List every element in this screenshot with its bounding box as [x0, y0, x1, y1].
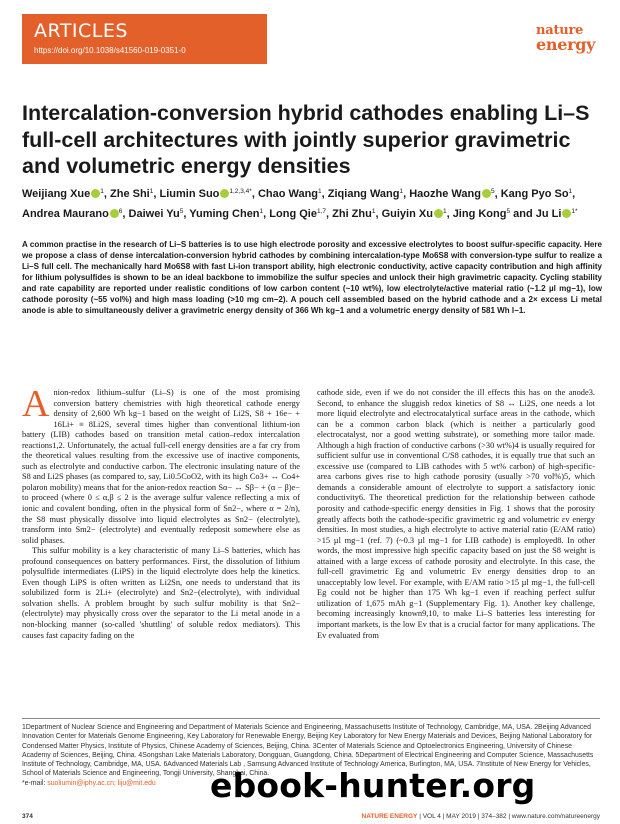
author-name: Guiyin Xu — [381, 208, 433, 220]
author-affiliation-sup: 1 — [318, 188, 322, 195]
author-affiliation-sup: 1,2,3,4* — [229, 188, 252, 195]
author-name: Ziqiang Wang — [327, 188, 400, 200]
author-name: Weijiang Xue — [22, 188, 91, 200]
author-affiliation-sup: 1 — [399, 188, 404, 195]
orcid-icon[interactable] — [91, 189, 100, 198]
drop-cap: A — [22, 383, 50, 425]
author-affiliation-sup: 1 — [442, 208, 447, 215]
author — [536, 208, 578, 220]
body-paragraph-1 — [22, 383, 300, 546]
footer-journal-name: NATURE ENERGY — [361, 813, 418, 820]
author — [129, 208, 184, 220]
author-name: Liumin Suo — [159, 188, 220, 200]
author — [332, 208, 375, 220]
author-name: Kang Pyo So — [500, 188, 569, 200]
corresponding-email-link[interactable]: suoliumin@iphy.ac.cn; liju@mit.edu — [47, 779, 156, 787]
section-label: ARTICLES — [34, 20, 128, 42]
body-column-left — [22, 383, 300, 641]
author-affiliation-sup: 1 — [371, 208, 376, 215]
doi-link[interactable]: https://doi.org/10.1038/s41560-019-0351-0 — [34, 46, 186, 55]
paragraph-text: nion-redox lithium–sulfur (Li–S) is one of the most promising conversion battery chemistries with high theoretical cathode energy density of 2,600 Wh kg−1 based on the weight of Li2S, S8 + 16e− + 16Li+ ≡ 8Li2S, several times higher than conventional lithium-ion battery (LIB) cathodes based on transition metal cation–redox intercalation reactions1,2. Unfortunately, the actual full-cell energy densities are a far cry from the theoretical values resulting from the excessive use of inactive components, such as electrolyte and conductive carbon. The electronic insulating nature of the S8 and Li2S phases (as compared to, say, Li0.5CoO2, with its high Co3+ ↔ Co4+ polaron mobility) means that for the anion-redox reaction Sα− ↔ Sβ− + (α − β)e− to proceed (where 0 ≤ α,β ≤ 2 is the average sulfur valence reflecting a mix of ionic and covalent bonding, often in the physical form of Sn2−, where α = 2/n), the S8 must physically dissolve into liquid electrolytes as Sn2− (electrolyte), transform into Sm2− (electrolyte) and eventually redeposit somewhere else as solid phases. — [22, 388, 300, 545]
body-column-right — [317, 388, 595, 641]
author-affiliation-sup: 1 — [259, 208, 264, 215]
author — [453, 208, 510, 220]
author-affiliation-sup: 5 — [179, 208, 184, 215]
author-name: Zhe Shi — [110, 188, 150, 200]
author-name: Yuming Chen — [189, 208, 260, 220]
orcid-icon[interactable] — [110, 209, 119, 218]
page-number: 374 — [22, 813, 33, 820]
footer-issue[interactable]: | VOL 4 | MAY 2019 | 374–382 | www.nature.com/natureenergy — [417, 813, 600, 820]
affiliations-text: 1Department of Nuclear Science and Engineering and Department of Materials Science and Engineering, Massachusetts Institute of Technology, Cambridge, MA, USA. 2Beijing Advanced Innovation Center for Materials Genome Engineering, Key Laboratory for Renewable Energy, Beijing Key Laboratory for New Energy Materials and Devices, Beijing National Laboratory for Condensed Matter Physics, Institute of Physics, Chinese Academy of Sciences, Beijing, China. 3Center of Materials Science and Optoelectronics Engineering, University of Chinese Academy of Sciences, Beijing, China. 4Songshan Lake Materials Laboratory, Dongguan, Guangdong, China. 5Department of Electrical Engineering and Computer Science, Massachusetts Institute of Technology, Cambridge, MA, USA. 6Advanced Materials Lab , Samsung Advanced Institute of Technology America, Burlington, MA, USA. 7Institute of New Energy for Vehicles, School of Materials Science and Engineering, Tongji University, Shanghai, China. — [22, 724, 594, 778]
author-name: Ju Li — [535, 208, 562, 220]
author — [258, 188, 322, 200]
author-affiliation-sup: 5 — [506, 208, 511, 215]
author — [22, 188, 104, 200]
author-affiliation-sup: 1 — [149, 188, 154, 195]
author — [189, 208, 263, 220]
journal-logo-line1: nature — [536, 23, 584, 38]
author-name: Long Qie — [269, 208, 317, 220]
affiliations-divider — [22, 718, 600, 719]
orcid-icon[interactable] — [434, 209, 443, 218]
author-affiliation-sup: 1* — [571, 208, 578, 215]
author — [22, 208, 122, 220]
author-name: Zhi Zhu — [332, 208, 372, 220]
author — [160, 188, 252, 200]
article-title: Intercalation-conversion hybrid cathodes enabling Li–S full-cell architectures with jointly superior gravimetric and volumetric energy densities — [22, 101, 590, 178]
author-name: Haozhe Wang — [409, 188, 481, 200]
author — [501, 188, 572, 200]
author-name: Andrea Maurano — [22, 208, 109, 220]
author — [110, 188, 153, 200]
body-paragraph-3: cathode side, even if we do not consider the ill effects this has on the anode3. Second, to enhance the sluggish redox kinetics of S8 ↔ Li2S, one needs a lot more liquid electrolyte and electrocatalytical surface areas in the cathode, which can be a common carbon black (which is neither a particularly good electrocatalyst, nor a good wetting substrate), or something more tailor made. Although a high fraction of conductive carbons (>30 wt%)4 is usually required for sufficient sulfur use in conventional C/S8 cathodes, it is equally true that such an excessive use (compared to LIB cathodes with 5 wt% carbon) of high-specific-area carbons gives rise to high cathode porosity (usually >70 vol%)5, which demands a considerable amount of electrolyte to support a satisfactory ionic conductivity6. The theoretical prediction for the relationship between cathode porosity and cathode-specific energy densities in Fig. 1 shows that the porosity greatly affects both the cathode-specific gravimetric εg and volumetric εv energy densities. In most studies, a high electrolyte to active material ratio (E/AM ratio) >15 µl mg−1 (ref. 7) (~0.3 µl mg−1 for LIB cathode) is employed8. In other words, the most impressive high specific capacity based on just the S8 weight is attained with a large excess of cathode porosity and electrolyte. In this case, the full-cell gravimetric Eg and volumetric Ev energy densities drop to an unacceptably low level. For example, with E/AM ratio >15 µl mg−1, the full-cell Eg could not be higher than 175 Wh kg−1 even if reaching perfect sulfur utilization of 1,675 mAh g−1 (Supplementary Fig. 1). Another key challenge, becoming increasingly known9,10, to make Li–S batteries less interesting for important markets, is the low Ev that is a crucial factor for many applications. The Ev evaluated from — [317, 388, 595, 640]
author — [328, 188, 403, 200]
author-name: Daiwei Yu — [128, 208, 180, 220]
author — [269, 208, 326, 220]
abstract: A common practise in the research of Li–S batteries is to use high electrode porosity and excessive electrolytes to boost sulfur-specific capacity. Here we propose a class of dense intercalation-conversion hybrid cathodes by combining intercalation-type Mo6S8 with conversion-type sulfur to realize a Li–S full cell. The mechanically hard Mo6S8 with fast Li-ion transport ability, high electronic conductivity, active capacity contribution and high affinity for lithium polysulfides is shown to be an ideal backbone to immobilize the sulfur species and unlock their high gravimetric capacity. Cycling stability and rate capability are reported under realistic conditions of low carbon content (~10 wt%), low electrolyte/active material ratio (~1.2 µl mg−1), low cathode porosity (~55 vol%) and high mass loading (>10 mg cm−2). A pouch cell assembled based on the hybrid cathode and a 2× excess Li metal anode is able to simultaneously deliver a gravimetric energy density of 366 Wh kg−1 and a volumetric energy density of 581 Wh l−1. — [22, 240, 602, 315]
author-affiliation-sup: 6 — [118, 208, 123, 215]
author-affiliation-sup: 1 — [568, 188, 573, 195]
footer-citation — [362, 812, 600, 821]
author — [409, 188, 494, 200]
author-affiliation-sup: 1,7 — [316, 208, 326, 215]
author — [382, 208, 447, 220]
body-paragraph-2: This sulfur mobility is a key characteristic of many Li–S batteries, which has profound consequences on battery performances. First, the dissolution of lithium polysulfide intermediates (LiPS) in the liquid electrolyte does help the kinetics. Even though LiPS is often written as Li2Sn, one needs to understand that its solubilized form is 2Li+ (electrolyte) and Sn2−(electrolyte), with individual solvation shells. A problem brought by such sulfur mobility is that Sn2−(electrolyte) may physically cross over the separator to the Li metal anode in a non-blocking manner (so-called 'shuttling' of soluble redox mediators). This causes fast capacity fading on the — [22, 546, 300, 640]
journal-logo — [536, 24, 598, 52]
author-list: Weijiang Xue $^1$, Zhe Shi$^1$, Liumin Suo $^{1,2,3,4*}$, Chao Wang$^1$, Ziqiang Wang$^1$, Haozhe Wang $^5$, Kang Pyo So$^1$, Andrea Maurano $^6$, Daiwei Yu$^5$, Yuming Chen$^1$, Long Qie$^{1,7}$, Zhi Zhu$^1$, Guiyin Xu $^1$, Jing Kong$^5$ and Ju Li $^{1*}$ — [22, 188, 578, 220]
author-name: Jing Kong — [452, 208, 507, 220]
orcid-icon[interactable] — [482, 189, 491, 198]
article-header — [0, 0, 620, 78]
author-affiliation-sup: 5 — [490, 188, 495, 195]
email-prefix: *e-mail: — [22, 779, 48, 787]
journal-logo-line2: energy — [536, 35, 596, 54]
author-name: Chao Wang — [257, 188, 319, 200]
section-banner — [22, 14, 267, 64]
watermark: ebook-hunter.org — [210, 766, 536, 805]
author-affiliation-sup: 1 — [100, 188, 104, 195]
